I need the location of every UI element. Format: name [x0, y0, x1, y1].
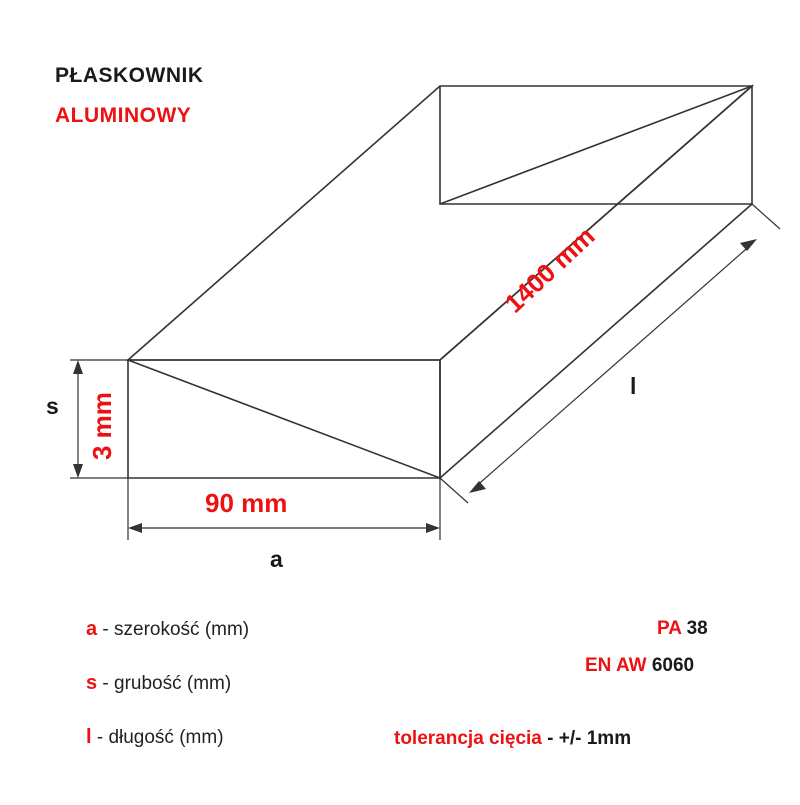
legend-key-s: s: [86, 672, 98, 694]
length-dimension: [440, 204, 780, 503]
bar-back-diagonal: [440, 86, 752, 204]
spec-tolerance-label: tolerancja cięcia: [394, 728, 542, 749]
legend-text-a: - szerokość (mm): [97, 619, 250, 640]
thickness-value-label: 3 mm: [87, 392, 117, 460]
bar-front-diagonal: [128, 360, 440, 478]
legend-text-s: - grubość (mm): [97, 673, 232, 694]
legend-item-width: [86, 618, 249, 641]
spec-tolerance: [394, 728, 631, 750]
width-symbol-label: a: [270, 546, 283, 572]
spec-alloy-label: PA: [657, 618, 682, 639]
title-line-2: ALUMINOWY: [55, 104, 192, 127]
title-line-1: PŁASKOWNIK: [55, 64, 204, 87]
spec-alloy-value: 38: [686, 618, 708, 639]
width-value-label: 90 mm: [205, 488, 288, 518]
legend-text-l: - długość (mm): [91, 727, 224, 748]
spec-norm-value: 6060: [651, 655, 695, 676]
legend-key-l: l: [86, 726, 92, 748]
length-symbol-label: l: [630, 373, 637, 399]
spec-norm-label: EN AW: [585, 655, 647, 676]
spec-norm: [585, 655, 694, 677]
legend-item-length: [86, 726, 224, 749]
length-value-label: 1400 mm: [498, 220, 601, 319]
legend-key-a: a: [86, 618, 98, 640]
spec-tolerance-value: - +/- 1mm: [541, 728, 632, 749]
spec-alloy: [657, 618, 708, 640]
thickness-symbol-label: s: [46, 393, 59, 419]
legend-item-thickness: [86, 672, 231, 695]
